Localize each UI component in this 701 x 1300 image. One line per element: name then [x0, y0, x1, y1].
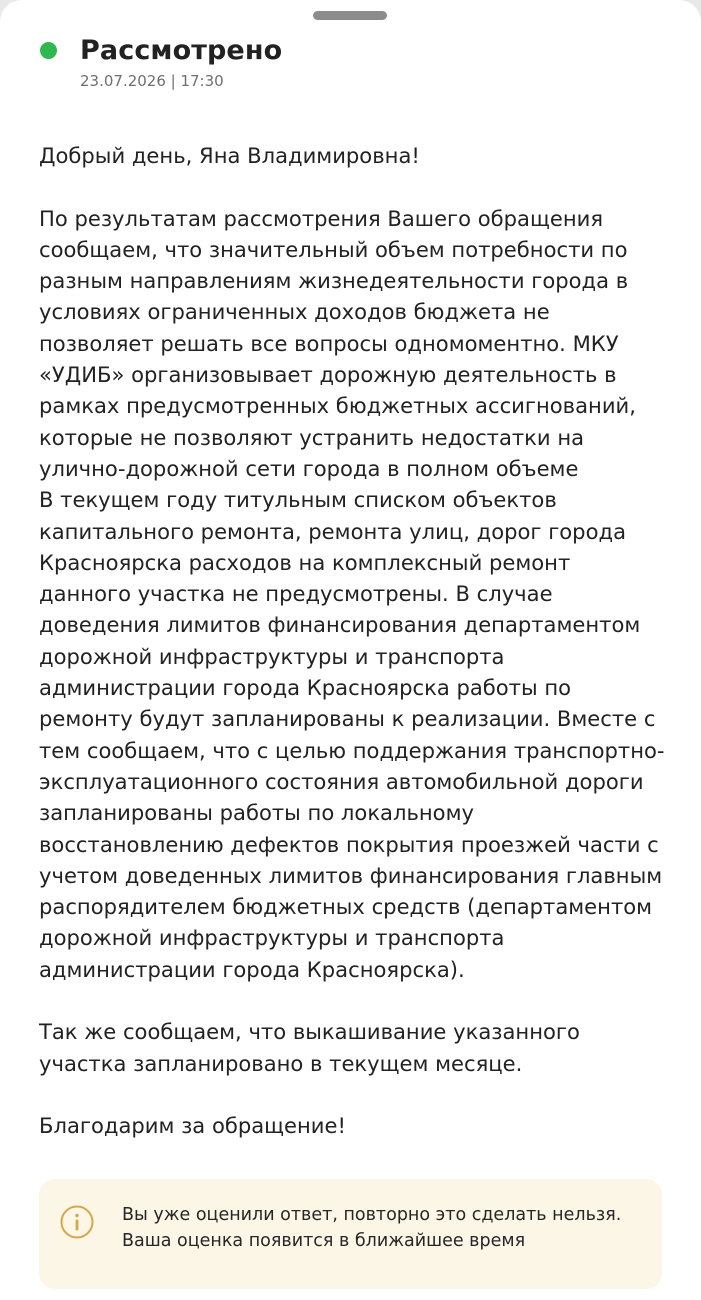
response-body-line: дорожной инфраструктуры и транспорта	[39, 643, 505, 669]
response-body-line: капитального ремонта, ремонта улиц, дорог города	[39, 518, 626, 544]
response-body-line: восстановлению дефектов покрытия проезжей части с	[39, 831, 659, 857]
sheet-drag-handle[interactable]	[313, 11, 387, 20]
response-body-line: Красноярска расходов на комплексный ремонт	[39, 549, 571, 575]
notice-line-2: Ваша оценка появится в ближайшее время	[122, 1231, 526, 1251]
response-body-line: дорожной инфраструктуры и транспорта	[39, 925, 505, 951]
response-body-line: тем сообщаем, что с целью поддержания транспортно-	[39, 737, 665, 763]
response-body-line: условиях ограниченных доходов бюджета не	[39, 299, 550, 325]
status-header	[40, 30, 282, 70]
mowing-note-line: участка запланировано в текущем месяце.	[39, 1050, 523, 1076]
rating-notice	[39, 1179, 662, 1289]
notice-line-1: Вы уже оценили ответ, повторно это сделать нельзя.	[122, 1205, 622, 1225]
response-body-line: В текущем году титульным списком объектов	[39, 487, 557, 513]
notice-text	[122, 1202, 621, 1254]
response-body-line: которые не позволяют устранить недостатки на	[39, 424, 585, 450]
response-body-line: улично-дорожной сети города в полном объеме	[39, 455, 579, 481]
response-body-line: администрации города Красноярска).	[39, 956, 465, 982]
response-body-line: эксплуатационного состояния автомобильной дороги	[39, 768, 644, 794]
closing-text: Благодарим за обращение!	[39, 1113, 346, 1139]
response-body-line: запланированы работы по локальному	[39, 800, 474, 826]
status-date: 23.07.2026 | 17:30	[80, 72, 224, 90]
response-body-line: рамках предусмотренных бюджетных ассигнований,	[39, 393, 636, 419]
response-body-line: позволяет решать все вопросы одномоментно. МКУ	[39, 330, 619, 356]
status-title: Рассмотрено	[80, 34, 283, 66]
status-indicator-dot	[40, 42, 57, 59]
response-body-line: «УДИБ» организовывает дорожную деятельность в	[39, 362, 617, 388]
response-body-line: распорядителем бюджетных средств (департаментом	[39, 894, 653, 920]
mowing-note-line: Так же сообщаем, что выкашивание указанного	[39, 1019, 580, 1045]
response-body-line: По результатам рассмотрения Вашего обращения	[39, 205, 604, 231]
greeting-text: Добрый день, Яна Владимировна!	[39, 143, 420, 168]
response-body-line: учетом доведенных лимитов финансирования главным	[39, 862, 663, 888]
response-body-line: администрации города Красноярска работы по	[39, 675, 572, 701]
response-body-line: доведения лимитов финансирования департаментом	[39, 612, 641, 638]
response-body-line: разным направлениям жизнедеятельности города в	[39, 268, 629, 294]
info-icon	[59, 1204, 95, 1240]
response-message	[39, 140, 679, 1142]
response-body-line: ремонту будут запланированы к реализации. Вместе с	[39, 706, 656, 732]
response-body	[39, 203, 679, 985]
response-body-line: данного участка не предусмотрены. В случае	[39, 581, 553, 607]
response-body-line: сообщаем, что значительный объем потребности по	[39, 236, 628, 262]
mowing-note	[39, 1016, 679, 1079]
